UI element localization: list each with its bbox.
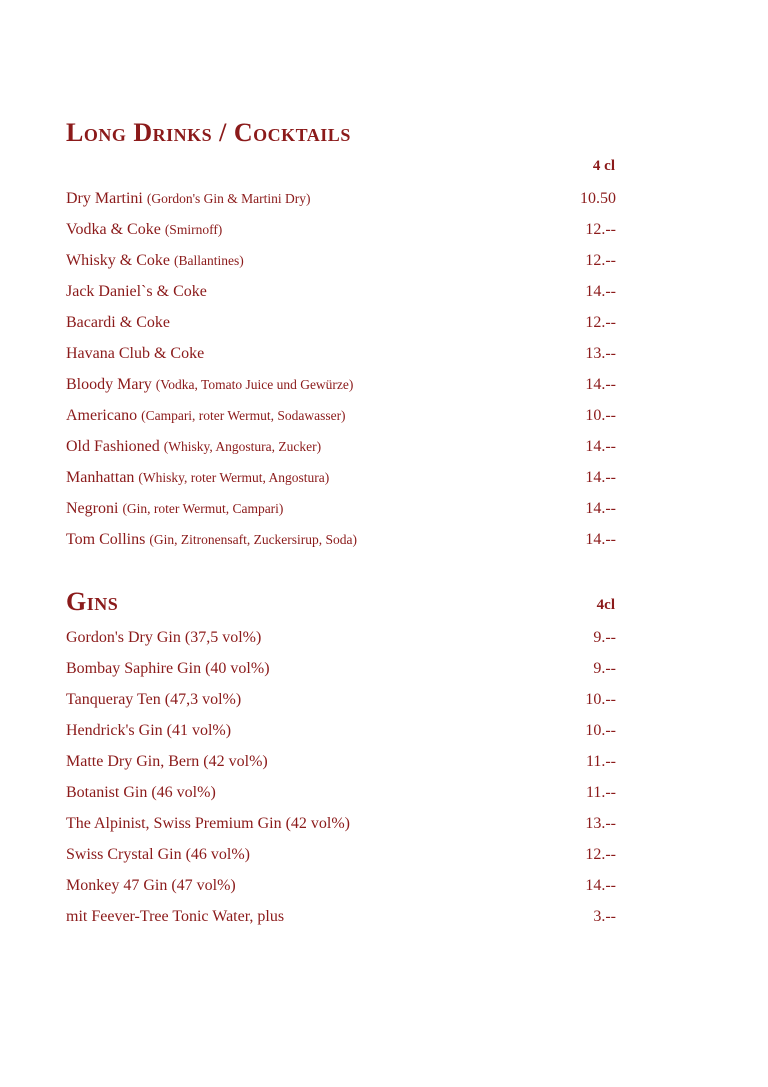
- menu-item-name: Swiss Crystal Gin (46 vol%): [66, 845, 250, 863]
- menu-item-description: (Whisky, Angostura, Zucker): [163, 438, 322, 454]
- menu-item: [66, 808, 616, 839]
- menu-item-price: 11.--: [585, 783, 616, 801]
- menu-item-name: The Alpinist, Swiss Premium Gin (42 vol%): [66, 814, 350, 832]
- menu-item-label: [66, 877, 236, 895]
- menu-item-price: 9.--: [593, 628, 616, 646]
- menu-item-label: [66, 438, 321, 456]
- menu-item-label: [66, 629, 261, 647]
- menu-item: [66, 369, 616, 400]
- menu-item-name: Manhattan: [66, 468, 135, 486]
- menu-item-description: (Vodka, Tomato Juice und Gewürze): [155, 376, 354, 392]
- menu-item: [66, 653, 616, 684]
- menu-item-name: Whisky & Coke: [66, 251, 170, 269]
- menu-item-price: 10.50: [580, 189, 616, 207]
- menu-item-price: 3.--: [593, 907, 616, 925]
- menu-item-description: (Gin, roter Wermut, Campari): [122, 500, 284, 516]
- menu-item-label: [66, 500, 283, 518]
- menu-item-name: Botanist Gin (46 vol%): [66, 783, 216, 801]
- menu-item: [66, 777, 616, 808]
- menu-item-label: [66, 722, 231, 740]
- menu-item: [66, 839, 616, 870]
- menu-item-name: Dry Martini: [66, 189, 143, 207]
- menu-item-price: 13.--: [585, 814, 616, 832]
- menu-item: [66, 214, 616, 245]
- menu-item-label: [66, 469, 329, 487]
- long-drinks-title: Long Drinks / Cocktails: [66, 118, 351, 147]
- menu-item-label: [66, 221, 222, 239]
- menu-item: [66, 338, 616, 369]
- menu-item-price: 13.--: [585, 344, 616, 362]
- menu-item-label: [66, 908, 284, 926]
- gins-title: Gins: [66, 587, 119, 616]
- menu-item-name: Bombay Saphire Gin (40 vol%): [66, 659, 270, 677]
- menu-item: [66, 245, 616, 276]
- menu-item-price: 14.--: [585, 530, 616, 548]
- menu-item-label: [66, 407, 346, 425]
- menu-item-price: 14.--: [585, 468, 616, 486]
- menu-item-price: 14.--: [585, 499, 616, 517]
- menu-item-description: (Ballantines): [174, 252, 244, 268]
- menu-item-label: [66, 784, 216, 802]
- menu-item-price: 10.--: [585, 690, 616, 708]
- menu-item-label: [66, 252, 244, 270]
- long-drinks-list: [66, 183, 616, 555]
- menu-item-label: [66, 283, 207, 301]
- menu-item: [66, 307, 616, 338]
- menu-item: [66, 276, 616, 307]
- menu-item-name: Bacardi & Coke: [66, 313, 170, 331]
- menu-item-label: [66, 691, 241, 709]
- menu-item-label: [66, 314, 170, 332]
- menu-item-name: Jack Daniel`s & Coke: [66, 282, 207, 300]
- menu-item-name: Hendrick's Gin (41 vol%): [66, 721, 232, 739]
- menu-item-name: Gordon's Dry Gin (37,5 vol%): [66, 628, 262, 646]
- menu-item-price: 14.--: [585, 282, 616, 300]
- menu-item-description: (Gin, Zitronensaft, Zuckersirup, Soda): [149, 531, 358, 547]
- menu-item-label: [66, 660, 270, 678]
- menu-item-description: (Whisky, roter Wermut, Angostura): [138, 469, 330, 485]
- menu-item-name: Old Fashioned: [66, 437, 160, 455]
- menu-item-name: Monkey 47 Gin (47 vol%): [66, 876, 236, 894]
- menu-item-name: Tanqueray Ten (47,3 vol%): [66, 690, 242, 708]
- menu-item-name: mit Feever-Tree Tonic Water, plus: [66, 907, 285, 925]
- menu-item-name: Bloody Mary: [66, 375, 152, 393]
- menu-item-label: [66, 753, 268, 771]
- menu-item-name: Vodka & Coke: [66, 220, 161, 238]
- menu-item-price: 9.--: [593, 659, 616, 677]
- menu-item-description: (Smirnoff): [164, 221, 223, 237]
- menu-item-label: [66, 531, 357, 549]
- menu-item-label: [66, 345, 204, 363]
- menu-item-price: 11.--: [585, 752, 616, 770]
- menu-item: [66, 715, 616, 746]
- menu-item-description: (Gordon's Gin & Martini Dry): [146, 190, 311, 206]
- menu-item: [66, 901, 616, 932]
- menu-item-name: Americano: [66, 406, 138, 424]
- menu-item-price: 12.--: [585, 313, 616, 331]
- menu-item-label: [66, 846, 250, 864]
- menu-item-price: 14.--: [585, 437, 616, 455]
- menu-item-name: Negroni: [66, 499, 119, 517]
- menu-item-price: 12.--: [585, 220, 616, 238]
- menu-item: [66, 524, 616, 555]
- menu-item-price: 10.--: [585, 721, 616, 739]
- menu-item-price: 14.--: [585, 876, 616, 894]
- menu-item: [66, 622, 616, 653]
- menu-item: [66, 493, 616, 524]
- menu-item-label: [66, 190, 311, 208]
- menu-item: [66, 870, 616, 901]
- long-drinks-unit: 4 cl: [592, 158, 615, 174]
- menu-item-label: [66, 815, 350, 833]
- gins-unit: 4cl: [596, 597, 615, 613]
- menu-item: [66, 746, 616, 777]
- menu-item-name: Tom Collins: [66, 530, 146, 548]
- menu-item-price: 10.--: [585, 406, 616, 424]
- gins-list: [66, 622, 616, 932]
- menu-item: [66, 183, 616, 214]
- menu-item-name: Havana Club & Coke: [66, 344, 205, 362]
- menu-item-price: 12.--: [585, 845, 616, 863]
- menu-item-price: 12.--: [585, 251, 616, 269]
- menu-item-price: 14.--: [585, 375, 616, 393]
- menu-item: [66, 400, 616, 431]
- menu-item-label: [66, 376, 353, 394]
- menu-item-name: Matte Dry Gin, Bern (42 vol%): [66, 752, 268, 770]
- menu-item: [66, 431, 616, 462]
- menu-item: [66, 462, 616, 493]
- menu-item-description: (Campari, roter Wermut, Sodawasser): [141, 407, 346, 423]
- menu-item: [66, 684, 616, 715]
